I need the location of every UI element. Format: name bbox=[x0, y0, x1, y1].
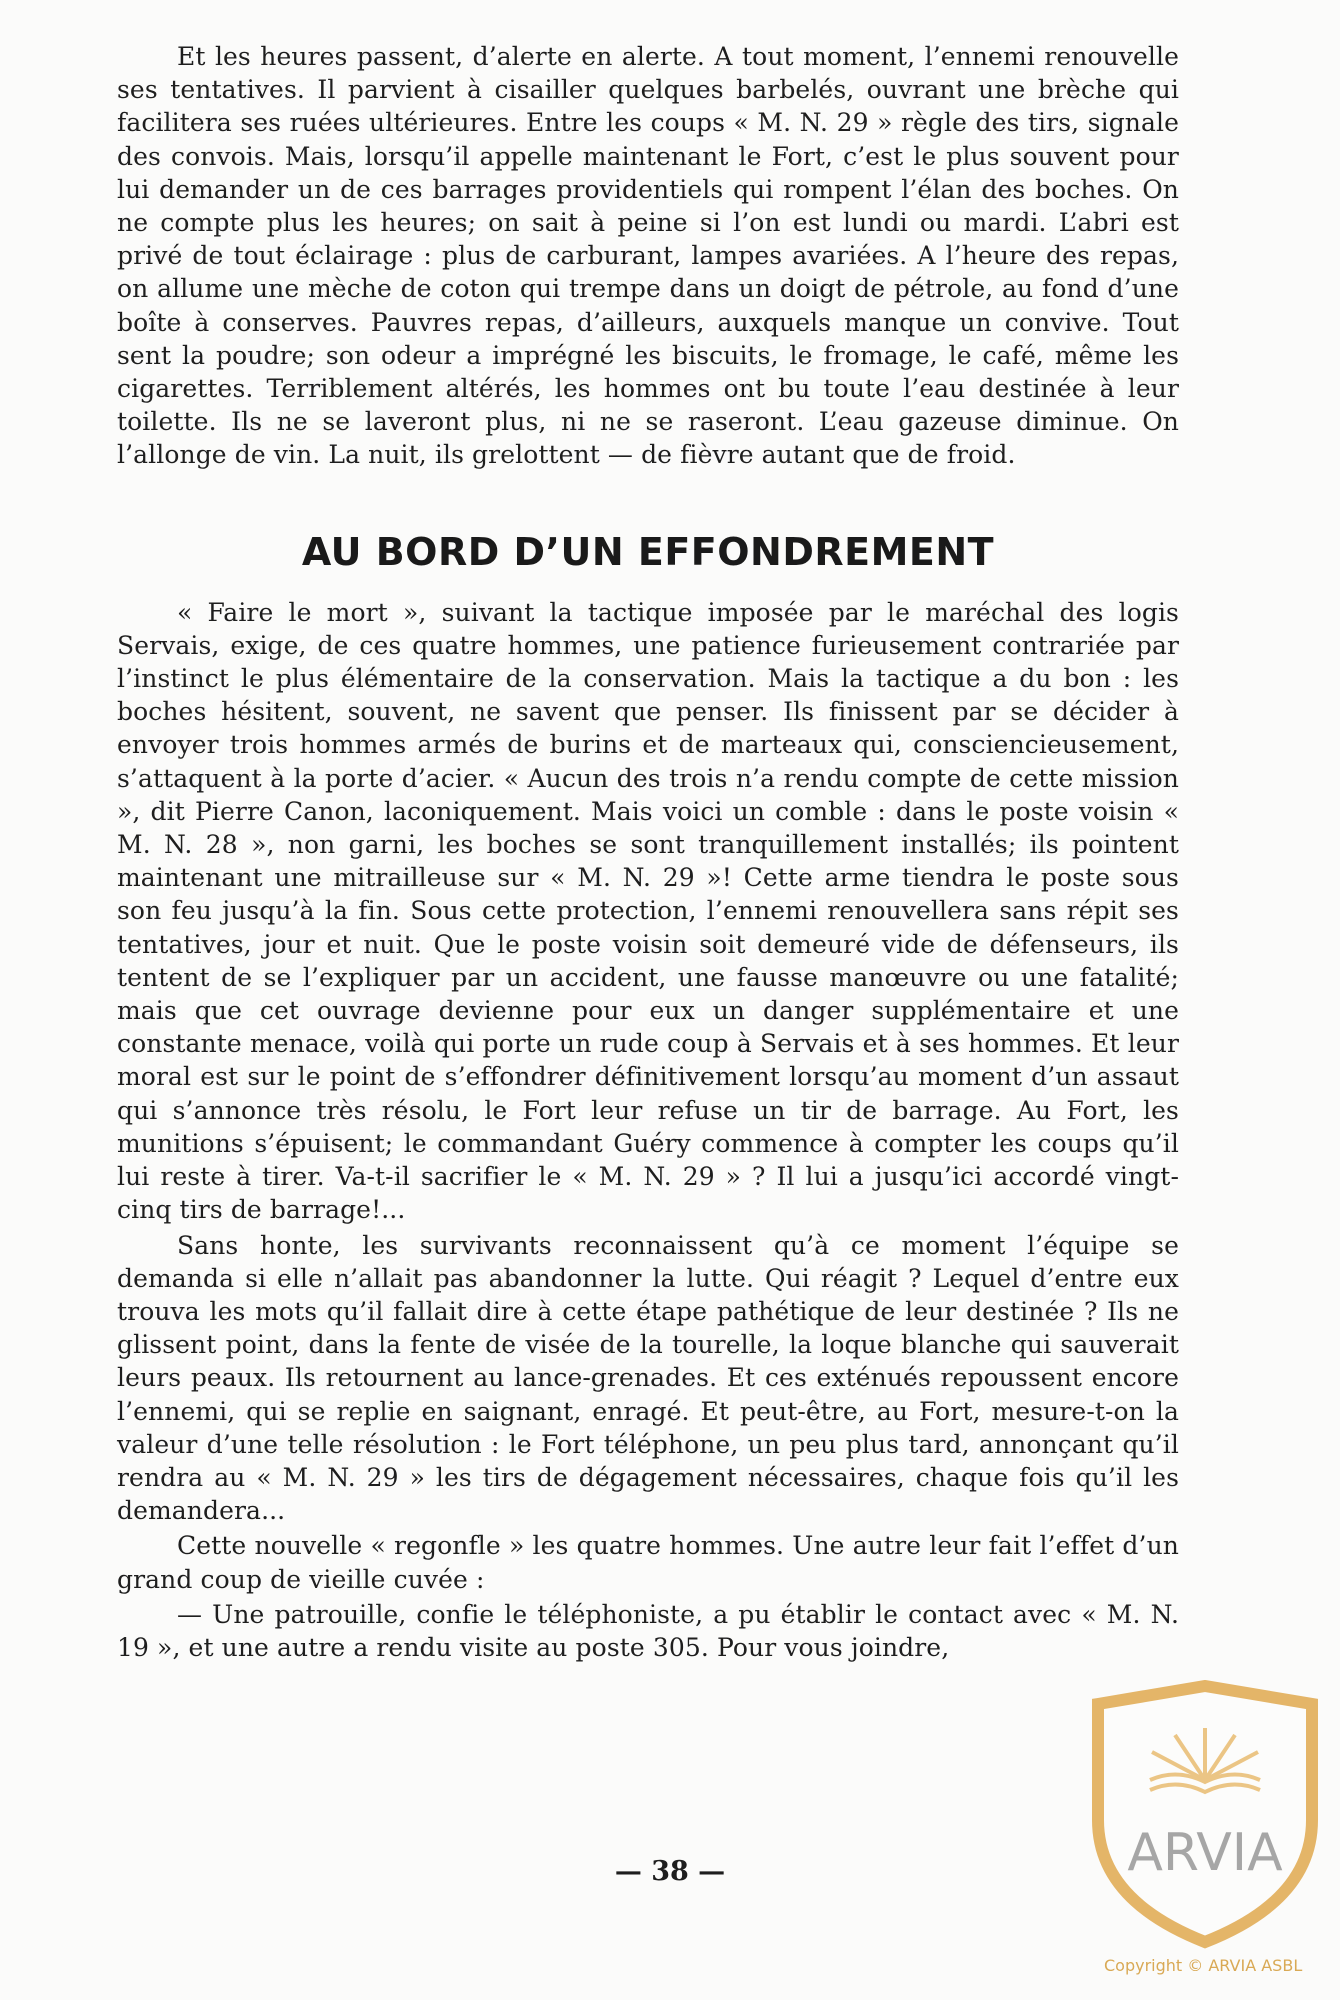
paragraph-intro: Et les heures passent, d’alerte en alerte. A tout moment, l’ennemi renouvelle ses tentatives. Il parvient à cisailler quelques barbelés, ouvrant une brèche qui facilitera ses ruées ultérieures. Entre les coups « M. N. 29 » règle des tirs, signale des convois. Mais, lorsqu’il appelle maintenant le Fort, c’est le plus souvent pour lui demander un de ces barrages providentiels qui rompent l’élan des boches. On ne compte plus les heures; on sait à peine si l’on est lundi ou mardi. L’abri est privé de tout éclairage : plus de carburant, lampes avariées. A l’heure des repas, on allume une mèche de coton qui trempe dans un doigt de pétrole, au fond d’une boîte à conserves. Pauvres repas, d’ailleurs, auxquels manque un convive. Tout sent la poudre; son odeur a imprégné les biscuits, le fromage, le café, même les cigarettes. Terriblement altérés, les hommes ont bu toute l’eau destinée à leur toilette. Ils ne se laveront plus, ni ne se raseront. L’eau gazeuse diminue. On l’allonge de vin. La nuit, ils grelottent — de fièvre autant que de froid. bbox=[117, 42, 1179, 470]
copyright-notice: Copyright © ARVIA ASBL bbox=[1104, 1956, 1303, 1975]
paragraph-4: Cette nouvelle « regonfle » les quatre hommes. Une autre leur fait l’effet d’un grand coup de vieille cuvée : bbox=[117, 1531, 1179, 1594]
page-content bbox=[117, 40, 1179, 1664]
section-heading: AU BORD D’UN EFFONDREMENT bbox=[301, 529, 995, 574]
paragraph-2: « Faire le mort », suivant la tactique imposée par le maréchal des logis Servais, exige, de ces quatre hommes, une patience furieusement contrariée par l’instinct le plus élémentaire de la conservation. Mais la tactique a du bon : les boches hésitent, souvent, ne savent que penser. Ils finissent par se décider à envoyer trois hommes armés de burins et de marteaux qui, consciencieusement, s’attaquent à la porte d’acier. « Aucun des trois n’a rendu compte de cette mission », dit Pierre Canon, laconiquement. Mais voici un comble : dans le poste voisin « M. N. 28 », non garni, les boches se sont tranquillement installés; ils pointent maintenant une mitrailleuse sur « M. N. 29 »! Cette arme tiendra le poste sous son feu jusqu’à la fin. Sous cette protection, l’ennemi renouvellera sans répit ses tentatives, jour et nuit. Que le poste voisin soit demeuré vide de défenseurs, ils tentent de se l’expliquer par un accident, une fausse manœuvre ou une fatalité; mais que cet ouvrage devienne pour eux un danger supplémentaire et une constante menace, voilà qui porte un rude coup à Servais et à ses hommes. Et leur moral est sur le point de s’effondrer définitivement lorsqu’au moment d’un assaut qui s’annonce très résolu, le Fort leur refuse un tir de barrage. Au Fort, les munitions s’épuisent; le commandant Guéry commence à compter les coups qu’il lui reste à tirer. Va-t-il sacrifier le « M. N. 29 » ? Il lui a jusqu’ici accordé vingt-cinq tirs de barrage!... bbox=[117, 597, 1179, 1225]
arvia-logo-watermark bbox=[1080, 1680, 1330, 1950]
paragraph-5: — Une patrouille, confie le téléphoniste, a pu établir le contact avec « M. N. 19 », et une autre a rendu visite au poste 305. Pour vous joindre, bbox=[117, 1599, 1179, 1662]
page-number: — 38 — bbox=[614, 1856, 726, 1887]
watermark-text: ARVIA bbox=[1127, 1823, 1283, 1883]
paragraph-3: Sans honte, les survivants reconnaissent qu’à ce moment l’équipe se demanda si elle n’allait pas abandonner la lutte. Qui réagit ? Lequel d’entre eux trouva les mots qu’il fallait dire à cette étape pathétique de leur destinée ? Ils ne glissent point, dans la fente de visée de la tourelle, la loque blanche qui sauverait leurs peaux. Ils retournent au lance-grenades. Et ces exténués repoussent encore l’ennemi, qui se replie en saignant, enragé. Et peut-être, au Fort, mesure-t-on la valeur d’une telle résolution : le Fort téléphone, un peu plus tard, annonçant qu’il rendra au « M. N. 29 » les tirs de dégagement nécessaires, chaque fois qu’il les demandera... bbox=[117, 1230, 1179, 1526]
